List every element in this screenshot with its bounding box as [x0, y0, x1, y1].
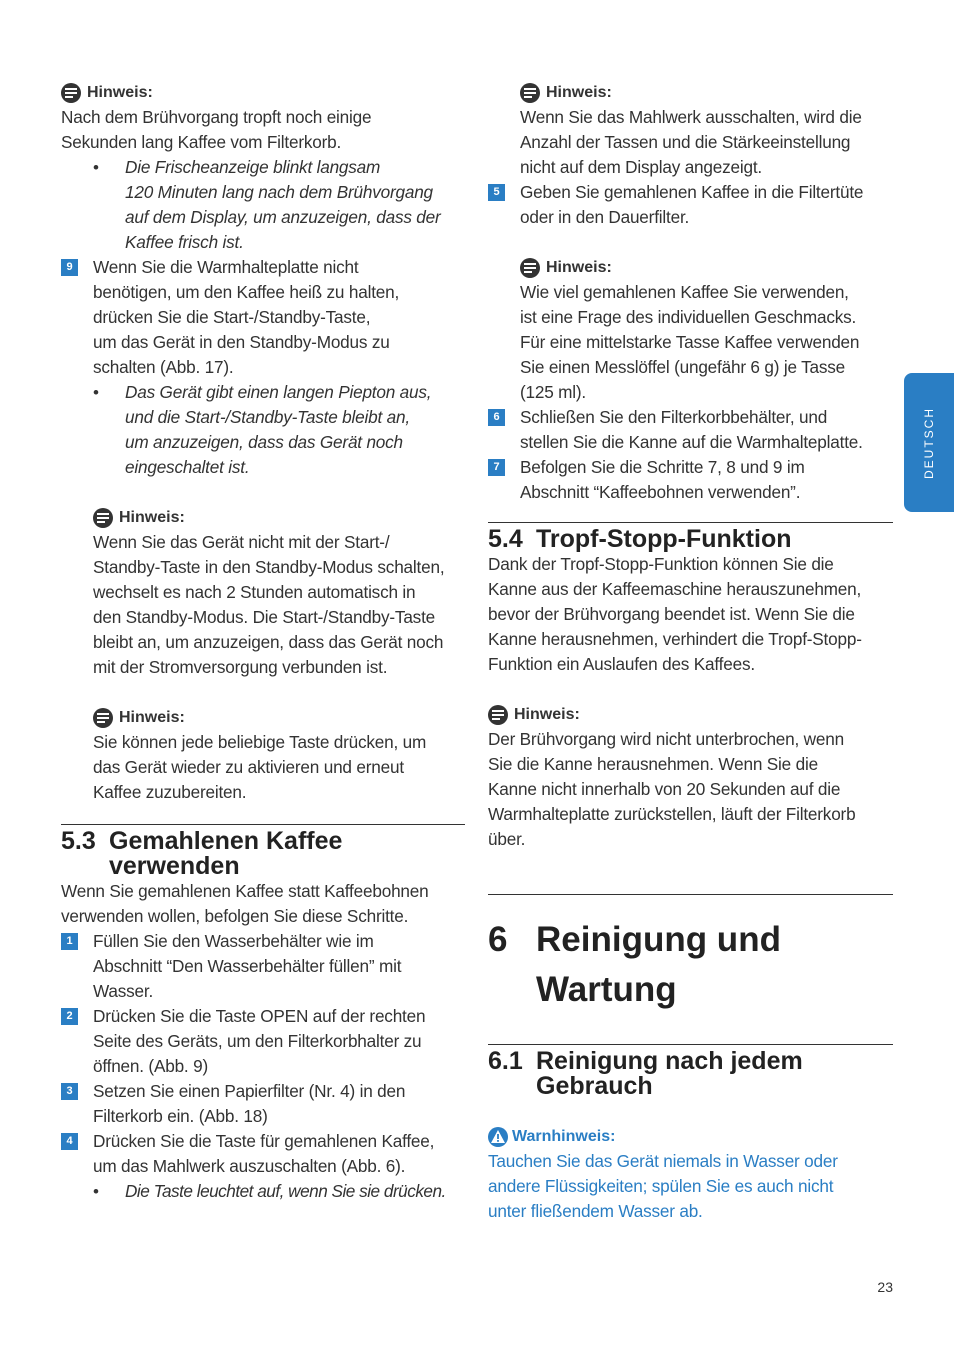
- bullet-marker: •: [93, 383, 99, 402]
- note-text: Sie die Kanne herausnehmen. Wenn Sie die: [488, 754, 818, 774]
- section-5-4: [488, 522, 893, 552]
- step-number-badge: 4: [61, 1133, 78, 1150]
- chapter-title-text: Wartung: [536, 970, 677, 1009]
- section-6-1: [488, 1044, 893, 1099]
- step-number-badge: 1: [61, 933, 78, 950]
- language-side-tab: [904, 373, 954, 512]
- step-number-badge: 5: [488, 184, 505, 201]
- step-7: [493, 455, 893, 505]
- note-text: den Standby-Modus. Die Start-/Standby-Taste: [93, 607, 436, 627]
- note-text: nicht auf dem Display angezeigt.: [520, 157, 763, 177]
- section-title-text: Reinigung nach jedem: [536, 1047, 803, 1075]
- step-number-badge: 9: [61, 259, 78, 276]
- note-heading: [93, 705, 465, 730]
- warning-heading-text: Warnhinweis:: [512, 1128, 616, 1145]
- note-text: Kanne nicht innerhalb von 20 Sekunden auf die: [488, 779, 841, 799]
- section-number: 5.3: [61, 827, 96, 855]
- step-text: Füllen Sie den Wasserbehälter wie im: [93, 931, 374, 951]
- note-text: Wie viel gemahlenen Kaffee Sie verwenden,: [520, 282, 849, 302]
- note-heading-text: Hinweis:: [87, 84, 153, 101]
- bullet-text: 120 Minuten lang nach dem Brühvorgang: [125, 182, 433, 202]
- note-heading: [93, 505, 465, 530]
- warning-text: andere Flüssigkeiten; spülen Sie es auch nicht: [488, 1176, 834, 1196]
- note-text: Standby-Taste in den Standby-Modus schalten,: [93, 557, 445, 577]
- note-heading-text: Hinweis:: [119, 709, 185, 726]
- section-5-3: [61, 824, 465, 879]
- step-text: Geben Sie gemahlenen Kaffee in die Filtertüte: [520, 182, 864, 202]
- note-text: ist eine Frage des individuellen Geschmacks.: [520, 307, 857, 327]
- note-text: Sie einen Messlöffel (ungefähr 6 g) je Tasse: [520, 357, 845, 377]
- bullet-item: [93, 1179, 465, 1204]
- note-block: [61, 80, 465, 255]
- bullet-text: auf dem Display, um anzuzeigen, dass der: [125, 207, 441, 227]
- note-text: das Gerät wieder zu aktivieren und erneut: [93, 757, 404, 777]
- chapter-title-text: Reinigung und: [536, 920, 781, 959]
- bullet-text: Das Gerät gibt einen langen Piepton aus,: [125, 382, 432, 402]
- page-number: 23: [877, 1279, 893, 1295]
- note-block: [520, 255, 893, 405]
- section-title-text: Gebrauch: [536, 1072, 653, 1100]
- bullet-text: und die Start-/Standby-Taste bleibt an,: [125, 407, 410, 427]
- step-text: stellen Sie die Kanne auf die Warmhalteplatte.: [520, 432, 863, 452]
- step-text: um das Mahlwerk auszuschalten (Abb. 6).: [93, 1156, 406, 1176]
- note-text: Nach dem Brühvorgang tropft noch einige: [61, 107, 372, 127]
- step-2: [66, 1004, 465, 1079]
- warning-text: unter fließendem Wasser ab.: [488, 1201, 703, 1221]
- section-text: bevor der Brühvorgang beendet ist. Wenn Sie die: [488, 604, 855, 624]
- step-text: Abschnitt “Den Wasserbehälter füllen” mit: [93, 956, 402, 976]
- section-number: 6.1: [488, 1047, 523, 1075]
- note-heading-text: Hinweis:: [546, 84, 612, 101]
- step-text: Befolgen Sie die Schritte 7, 8 und 9 im: [520, 457, 805, 477]
- bullet-item: [93, 380, 465, 480]
- note-block: [520, 80, 893, 180]
- step-number-badge: 6: [488, 409, 505, 426]
- chapter-6-heading: [488, 894, 893, 1015]
- chapter-number: 6: [488, 920, 508, 959]
- note-text: Sie können jede beliebige Taste drücken, um: [93, 732, 427, 752]
- note-icon: [488, 705, 508, 725]
- bullet-marker: •: [93, 1182, 99, 1201]
- right-column: [488, 80, 893, 1224]
- bullet-text: Die Frischeanzeige blinkt langsam: [125, 157, 381, 177]
- step-6: [493, 405, 893, 455]
- note-text: Der Brühvorgang wird nicht unterbrochen, wenn: [488, 729, 844, 749]
- note-block: [488, 702, 893, 852]
- step-text: Filterkorb ein. (Abb. 18): [93, 1106, 268, 1126]
- warning-heading: [488, 1124, 893, 1149]
- section-title-text: verwenden: [109, 852, 240, 880]
- section-heading: [61, 829, 465, 854]
- note-icon: [93, 708, 113, 728]
- step-number-badge: 3: [61, 1083, 78, 1100]
- note-heading: [520, 80, 893, 105]
- note-text: Wenn Sie das Gerät nicht mit der Start-/: [93, 532, 390, 552]
- step-text: Wasser.: [93, 981, 154, 1001]
- note-text: über.: [488, 829, 526, 849]
- note-heading: [61, 80, 465, 105]
- note-heading-text: Hinweis:: [514, 706, 580, 723]
- note-text: Für eine mittelstarke Tasse Kaffee verwenden: [520, 332, 860, 352]
- note-block: [93, 705, 465, 805]
- step-1: [66, 929, 465, 1004]
- bullet-text: Kaffee frisch ist.: [125, 232, 244, 252]
- chapter-title-line: [488, 915, 893, 965]
- step-4: [66, 1129, 465, 1204]
- note-text: Sekunden lang Kaffee vom Filterkorb.: [61, 132, 342, 152]
- step-text: Drücken Sie die Taste für gemahlenen Kaffee,: [93, 1131, 435, 1151]
- step-text: öffnen. (Abb. 9): [93, 1056, 208, 1076]
- step-text: schalten (Abb. 17).: [93, 357, 234, 377]
- step-number-badge: 2: [61, 1008, 78, 1025]
- note-block: [93, 505, 465, 680]
- note-heading: [520, 255, 893, 280]
- step-number-badge: 7: [488, 459, 505, 476]
- step-3: [66, 1079, 465, 1129]
- note-text: bleibt an, um anzuzeigen, dass das Gerät noch: [93, 632, 444, 652]
- note-text: Kaffee zuzubereiten.: [93, 782, 247, 802]
- step-text: Seite des Geräts, um den Filterkorbhalter zu: [93, 1031, 422, 1051]
- bullet-text: um anzuzeigen, dass das Gerät noch: [125, 432, 403, 452]
- section-heading: [488, 527, 893, 552]
- warning-block: [488, 1124, 893, 1224]
- step-text: benötigen, um den Kaffee heiß zu halten,: [93, 282, 400, 302]
- warning-icon: [488, 1127, 508, 1147]
- section-title-text: Gemahlenen Kaffee: [109, 827, 343, 855]
- bullet-item: [93, 155, 465, 255]
- step-text: Wenn Sie die Warmhalteplatte nicht: [93, 257, 359, 277]
- bullet-text: Die Taste leuchtet auf, wenn Sie sie drücken.: [125, 1181, 446, 1201]
- warning-text: Tauchen Sie das Gerät niemals in Wasser oder: [488, 1151, 838, 1171]
- section-text: Dank der Tropf-Stopp-Funktion können Sie die: [488, 554, 834, 574]
- note-heading-text: Hinweis:: [119, 509, 185, 526]
- left-column: [61, 80, 465, 1204]
- step-text: Schließen Sie den Filterkorbbehälter, und: [520, 407, 828, 427]
- step-text: drücken Sie die Start-/Standby-Taste,: [93, 307, 371, 327]
- note-text: (125 ml).: [520, 382, 587, 402]
- note-icon: [61, 83, 81, 103]
- note-text: wechselt es nach 2 Stunden automatisch in: [93, 582, 416, 602]
- note-heading-text: Hinweis:: [546, 259, 612, 276]
- note-text: Warmhalteplatte zurückstellen, läuft der Filterkorb: [488, 804, 856, 824]
- step-text: Drücken Sie die Taste OPEN auf der rechten: [93, 1006, 426, 1026]
- section-number: 5.4: [488, 525, 523, 553]
- step-9: [66, 255, 465, 480]
- step-text: oder in den Dauerfilter.: [520, 207, 690, 227]
- bullet-text: eingeschaltet ist.: [125, 457, 250, 477]
- section-intro: Wenn Sie gemahlenen Kaffee statt Kaffeebohnen: [61, 881, 429, 901]
- step-text: Abschnitt “Kaffeebohnen verwenden”.: [520, 482, 801, 502]
- note-text: mit der Stromversorgung verbunden ist.: [93, 657, 388, 677]
- note-icon: [93, 508, 113, 528]
- bullet-marker: •: [93, 158, 99, 177]
- note-heading: [488, 702, 893, 727]
- step-text: Setzen Sie einen Papierfilter (Nr. 4) in den: [93, 1081, 406, 1101]
- section-text: Kanne aus der Kaffeemaschine herauszunehmen,: [488, 579, 862, 599]
- language-tab-label: DEUTSCH: [922, 406, 936, 480]
- section-text: Kanne herausnehmen, verhindert die Tropf-Stopp-: [488, 629, 862, 649]
- step-5: [493, 180, 893, 230]
- note-text: Wenn Sie das Mahlwerk ausschalten, wird die: [520, 107, 862, 127]
- note-icon: [520, 258, 540, 278]
- section-heading: [488, 1049, 893, 1074]
- section-title-text: Tropf-Stopp-Funktion: [536, 525, 792, 553]
- note-icon: [520, 83, 540, 103]
- section-text: Funktion ein Auslaufen des Kaffees.: [488, 654, 755, 674]
- step-text: um das Gerät in den Standby-Modus zu: [93, 332, 390, 352]
- section-intro: verwenden wollen, befolgen Sie diese Schritte.: [61, 906, 409, 926]
- note-text: Anzahl der Tassen und die Stärkeeinstellung: [520, 132, 851, 152]
